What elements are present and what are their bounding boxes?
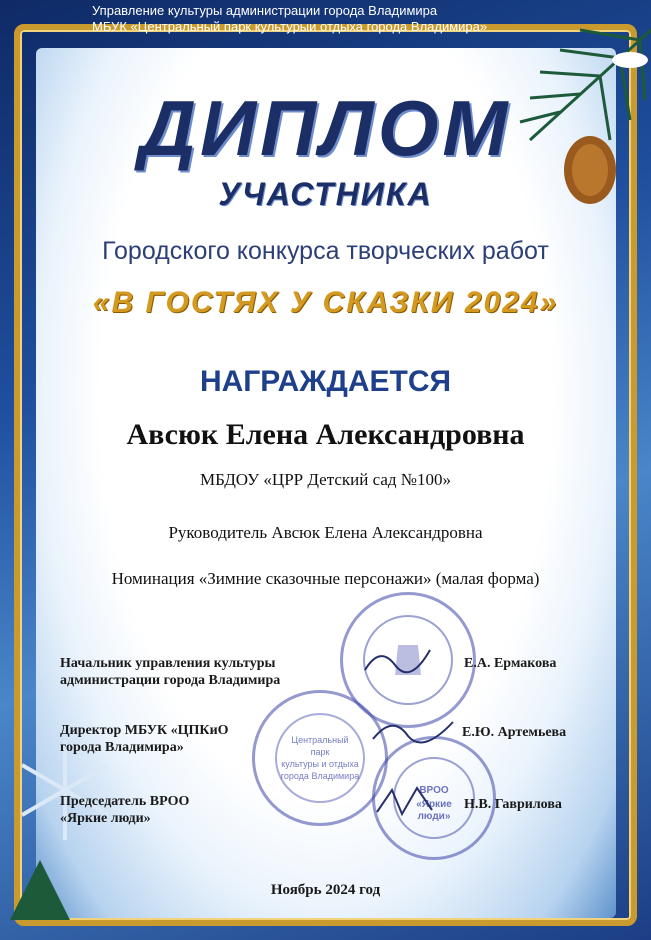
leader: Руководитель Авсюк Елена Александровна: [168, 523, 483, 542]
header-organizer: [0, 3, 651, 35]
header-line-2: МБУК «Центральный парк культурыи отдыха города Владимира»: [92, 19, 488, 34]
org-stamp-text-3: люди»: [417, 811, 451, 822]
signatory-1-name: Е.А. Ермакова: [464, 656, 557, 671]
park-stamp: [252, 690, 388, 826]
park-stamp-text-1: Центральный: [291, 735, 349, 745]
issue-date: Ноябрь 2024 год: [270, 882, 381, 898]
signature-scribble-2: [368, 714, 458, 754]
park-stamp-text-3: культуры и отдыха: [281, 759, 359, 769]
awarded-label: НАГРАЖДАЕТСЯ: [199, 365, 452, 398]
header-line-1: Управление культуры администрации города Владимира: [92, 3, 438, 18]
event-name: «В ГОСТЯХ У СКАЗКИ 2024»: [92, 286, 559, 319]
org-stamp-text-1: ВРОО: [419, 785, 449, 796]
nomination: Номинация «Зимние сказочные персонажи» (малая форма): [111, 569, 540, 588]
recipient-name: Авсюк Елена Александровна: [126, 418, 525, 451]
institution: МБДОУ «ЦРР Детский сад №100»: [199, 470, 452, 489]
participant-subtitle: УЧАСТНИКА: [218, 176, 433, 212]
signatory-2-name: Е.Ю. Артемьева: [462, 725, 567, 740]
signature-scribble-1: [360, 640, 440, 680]
park-stamp-text-2: парк: [310, 747, 330, 757]
park-stamp-text-4: города Владимира: [280, 771, 360, 781]
org-stamp-text-2: «Яркие: [416, 799, 452, 810]
signatory-1-position: Начальник управления культуры администрации города Владимира: [60, 656, 281, 688]
signatory-3-position: Председатель ВРОО «Яркие люди»: [60, 794, 190, 826]
contest-name: Городского конкурса творческих работ: [102, 237, 549, 265]
signatory-2-position: Директор МБУК «ЦПКиО города Владимира»: [60, 723, 229, 755]
diploma-title: ДИПЛОМ: [139, 84, 512, 172]
signature-scribble-3: [372, 782, 442, 822]
signatory-3-name: Н.В. Гаврилова: [464, 797, 562, 812]
